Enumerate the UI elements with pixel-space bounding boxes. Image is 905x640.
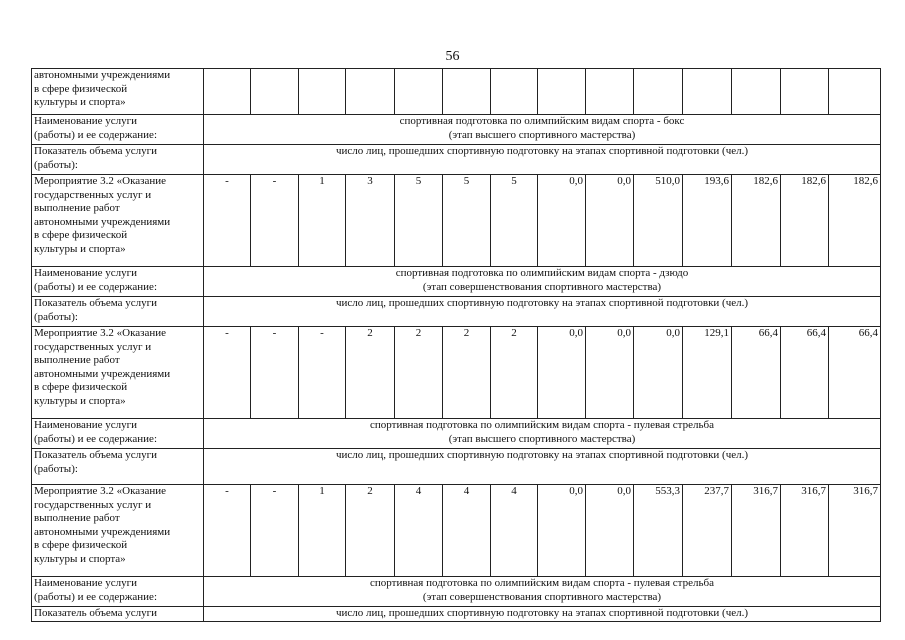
- value-cell: 3: [346, 175, 395, 267]
- text-line: государственных услуг и: [34, 340, 152, 353]
- value-cell: [395, 69, 443, 115]
- text-line: Показатель объема услуги: [34, 145, 158, 157]
- value-cell: 316,7: [781, 485, 829, 577]
- value-cell: 510,0: [634, 175, 683, 267]
- value-cell: 1: [299, 175, 346, 267]
- text-line: государственных услуг и: [34, 498, 152, 511]
- text-line: автономными учреждениями: [34, 215, 171, 228]
- event-row: [32, 175, 881, 267]
- value-cell: 182,6: [781, 175, 829, 267]
- value-cell: 193,6: [683, 175, 732, 267]
- value-cell: 2: [491, 327, 538, 419]
- text-line: Показатель объема услуги: [34, 449, 158, 461]
- value-cell: 5: [491, 175, 538, 267]
- value-cell: 4: [491, 485, 538, 577]
- value-cell: [443, 69, 491, 115]
- text-line: автономными учреждениями: [34, 525, 171, 538]
- event-label: [32, 69, 204, 115]
- value-cell: 2: [395, 327, 443, 419]
- volume-indicator-row: [32, 145, 881, 175]
- value-cell: [204, 69, 251, 115]
- text-line: (работы) и ее содержание:: [34, 280, 157, 293]
- value-cell: -: [251, 327, 299, 419]
- value-cell: -: [251, 485, 299, 577]
- value-cell: 2: [443, 327, 491, 419]
- volume-indicator-label: Показатель объема услуги: [32, 607, 204, 622]
- event-row: [32, 69, 881, 115]
- value-cell: -: [204, 175, 251, 267]
- value-cell: 1: [299, 485, 346, 577]
- value-cell: 66,4: [781, 327, 829, 419]
- value-cell: [538, 69, 586, 115]
- value-cell: -: [251, 175, 299, 267]
- service-name-value: [204, 577, 881, 607]
- text-line: автономными учреждениями: [34, 367, 171, 380]
- service-name-value: [204, 267, 881, 297]
- text-line: спортивная подготовка по олимпийским видам спорта - дзюдо: [395, 267, 689, 279]
- text-line: государственных услуг и: [34, 188, 152, 201]
- service-name-label: [32, 577, 204, 607]
- volume-indicator-row: [32, 297, 881, 327]
- text-line: спортивная подготовка по олимпийским видам спорта - пулевая стрельба: [370, 577, 714, 589]
- text-line: Мероприятие 3.2 «Оказание: [34, 485, 167, 497]
- volume-indicator-label: [32, 145, 204, 175]
- value-cell: [829, 69, 881, 115]
- event-row: [32, 485, 881, 577]
- text-line: Показатель объема услуги: [34, 297, 158, 309]
- text-line: (этап совершенствования спортивного мастерства): [422, 590, 662, 603]
- text-line: Наименование услуги: [34, 419, 138, 431]
- value-cell: 5: [395, 175, 443, 267]
- text-line: спортивная подготовка по олимпийским видам спорта - пулевая стрельба: [370, 419, 714, 431]
- event-label: [32, 485, 204, 577]
- value-cell: 182,6: [829, 175, 881, 267]
- value-cell: [781, 69, 829, 115]
- service-name-label: [32, 267, 204, 297]
- event-label: [32, 327, 204, 419]
- value-cell: -: [204, 327, 251, 419]
- value-cell: [586, 69, 634, 115]
- event-row: [32, 327, 881, 419]
- text-line: Наименование услуги: [34, 577, 138, 589]
- volume-indicator-label: [32, 297, 204, 327]
- text-line: выполнение работ: [34, 512, 120, 524]
- text-line: (работы):: [34, 462, 78, 475]
- value-cell: 237,7: [683, 485, 732, 577]
- text-line: культуры и спорта»: [34, 96, 126, 108]
- value-cell: 316,7: [732, 485, 781, 577]
- volume-indicator-value: число лиц, прошедших спортивную подготовку на этапах спортивной подготовки (чел.): [204, 145, 881, 175]
- service-name-value: [204, 115, 881, 145]
- text-line: Мероприятие 3.2 «Оказание: [34, 175, 167, 187]
- value-cell: [299, 69, 346, 115]
- text-line: выполнение работ: [34, 202, 120, 214]
- text-line: в сфере физической: [34, 82, 128, 95]
- service-name-row: [32, 115, 881, 145]
- text-line: (работы) и ее содержание:: [34, 128, 157, 141]
- volume-indicator-value: число лиц, прошедших спортивную подготовку на этапах спортивной подготовки (чел.): [204, 449, 881, 485]
- value-cell: -: [299, 327, 346, 419]
- text-line: (работы) и ее содержание:: [34, 432, 157, 445]
- text-line: в сфере физической: [34, 381, 128, 393]
- text-line: (этап высшего спортивного мастерства): [448, 128, 636, 141]
- value-cell: 2: [346, 485, 395, 577]
- text-line: (этап высшего спортивного мастерства): [448, 432, 636, 445]
- program-table: [31, 68, 881, 622]
- value-cell: 4: [443, 485, 491, 577]
- page-number: 56: [445, 49, 460, 64]
- value-cell: 0,0: [634, 327, 683, 419]
- service-name-label: [32, 115, 204, 145]
- text-line: в сфере физической: [34, 539, 128, 551]
- text-line: культуры и спорта»: [34, 242, 126, 255]
- value-cell: [346, 69, 395, 115]
- text-line: спортивная подготовка по олимпийским видам спорта - бокс: [399, 115, 685, 127]
- value-cell: 182,6: [732, 175, 781, 267]
- volume-indicator-value: число лиц, прошедших спортивную подготовку на этапах спортивной подготовки (чел.): [204, 297, 881, 327]
- value-cell: 0,0: [586, 327, 634, 419]
- volume-indicator-row: [32, 607, 881, 622]
- value-cell: 2: [346, 327, 395, 419]
- text-line: культуры и спорта»: [34, 552, 126, 565]
- value-cell: [634, 69, 683, 115]
- service-name-row: [32, 267, 881, 297]
- event-label: [32, 175, 204, 267]
- value-cell: 66,4: [732, 327, 781, 419]
- text-line: автономными учреждениями: [34, 69, 171, 81]
- value-cell: 0,0: [538, 485, 586, 577]
- volume-indicator-value: число лиц, прошедших спортивную подготовку на этапах спортивной подготовки (чел.): [204, 607, 881, 622]
- value-cell: 4: [395, 485, 443, 577]
- volume-indicator-row: [32, 449, 881, 485]
- value-cell: 316,7: [829, 485, 881, 577]
- text-line: в сфере физической: [34, 229, 128, 241]
- value-cell: [491, 69, 538, 115]
- service-name-row: [32, 419, 881, 449]
- value-cell: 66,4: [829, 327, 881, 419]
- service-name-value: [204, 419, 881, 449]
- value-cell: 0,0: [538, 327, 586, 419]
- value-cell: 0,0: [586, 485, 634, 577]
- value-cell: 553,3: [634, 485, 683, 577]
- value-cell: 0,0: [586, 175, 634, 267]
- value-cell: 5: [443, 175, 491, 267]
- value-cell: [732, 69, 781, 115]
- text-line: (работы):: [34, 158, 78, 171]
- text-line: Мероприятие 3.2 «Оказание: [34, 327, 167, 339]
- text-line: выполнение работ: [34, 354, 120, 366]
- text-line: (работы):: [34, 310, 78, 323]
- value-cell: 0,0: [538, 175, 586, 267]
- text-line: Наименование услуги: [34, 267, 138, 279]
- value-cell: [251, 69, 299, 115]
- text-line: (этап совершенствования спортивного мастерства): [422, 280, 662, 293]
- volume-indicator-label: [32, 449, 204, 485]
- value-cell: 129,1: [683, 327, 732, 419]
- service-name-label: [32, 419, 204, 449]
- value-cell: [683, 69, 732, 115]
- text-line: Наименование услуги: [34, 115, 138, 127]
- text-line: (работы) и ее содержание:: [34, 590, 157, 603]
- text-line: культуры и спорта»: [34, 394, 126, 407]
- service-name-row: [32, 577, 881, 607]
- value-cell: -: [204, 485, 251, 577]
